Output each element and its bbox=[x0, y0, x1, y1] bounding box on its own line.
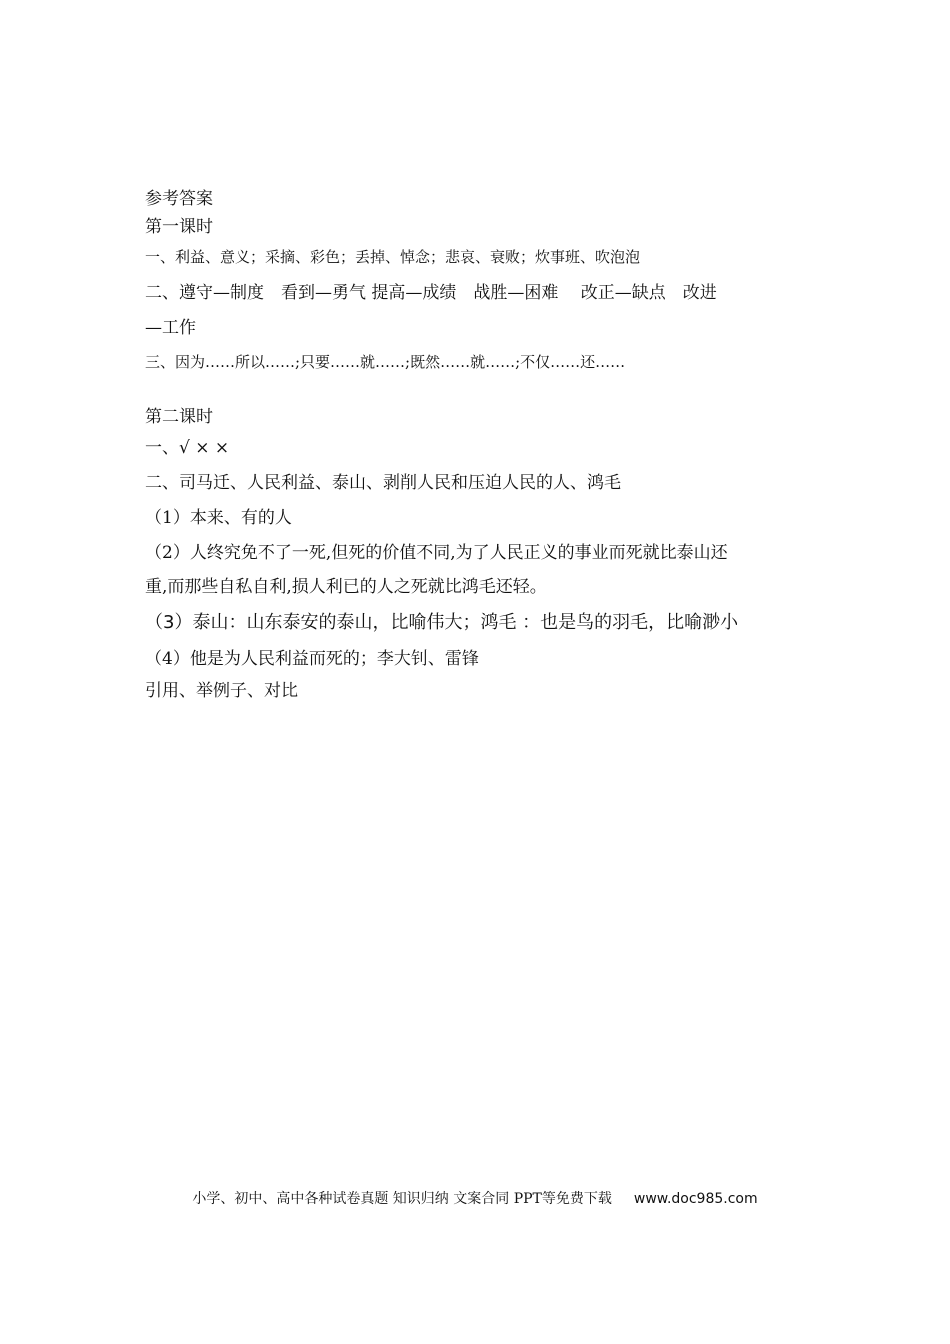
lesson1-answer-2-line1: 二、遵守—制度 看到—勇气 提高—成绩 战胜—困难 改正—缺点 改进 bbox=[145, 283, 717, 303]
footer-text: 小学、初中、高中各种试卷真题 知识归纳 文案合同 PPT等免费下载 bbox=[192, 1191, 612, 1207]
page-footer bbox=[0, 1192, 950, 1206]
page-title: 参考答案 bbox=[145, 189, 213, 209]
footer-url[interactable]: www.doc985.com bbox=[633, 1191, 758, 1207]
lesson2-answer-2: 二、司马迁、人民利益、泰山、剥削人民和压迫人民的人、鸿毛 bbox=[145, 473, 621, 493]
lesson2-answer-1: 一、√ × × bbox=[145, 438, 230, 458]
lesson2-subanswer-2-line2: 重,而那些自私自利,损人利已的人之死就比鸿毛还轻。 bbox=[145, 577, 547, 597]
lesson2-subanswer-1: （1）本来、有的人 bbox=[145, 508, 292, 528]
lesson2-answer-3: 引用、举例子、对比 bbox=[145, 681, 298, 701]
lesson1-heading: 第一课时 bbox=[145, 217, 213, 237]
lesson1-answer-2-line2: —工作 bbox=[145, 318, 196, 338]
lesson2-heading: 第二课时 bbox=[145, 407, 213, 427]
lesson1-answer-1: 一、利益、意义；采摘、彩色；丢掉、悼念；悲哀、衰败；炊事班、吹泡泡 bbox=[145, 248, 641, 266]
lesson2-subanswer-4: （4）他是为人民利益而死的；李大钊、雷锋 bbox=[145, 649, 479, 669]
lesson2-subanswer-3: （3）泰山：山东泰安的泰山，比喻伟大；鸿毛 ：也是鸟的羽毛，比喻渺小 bbox=[145, 612, 739, 633]
lesson1-answer-3: 三、因为……所以……;只要……就……;既然……就……;不仅……还…… bbox=[145, 353, 626, 371]
lesson2-subanswer-2-line1: （2）人终究免不了一死,但死的价值不同,为了人民正义的事业而死就比泰山还 bbox=[145, 543, 728, 563]
